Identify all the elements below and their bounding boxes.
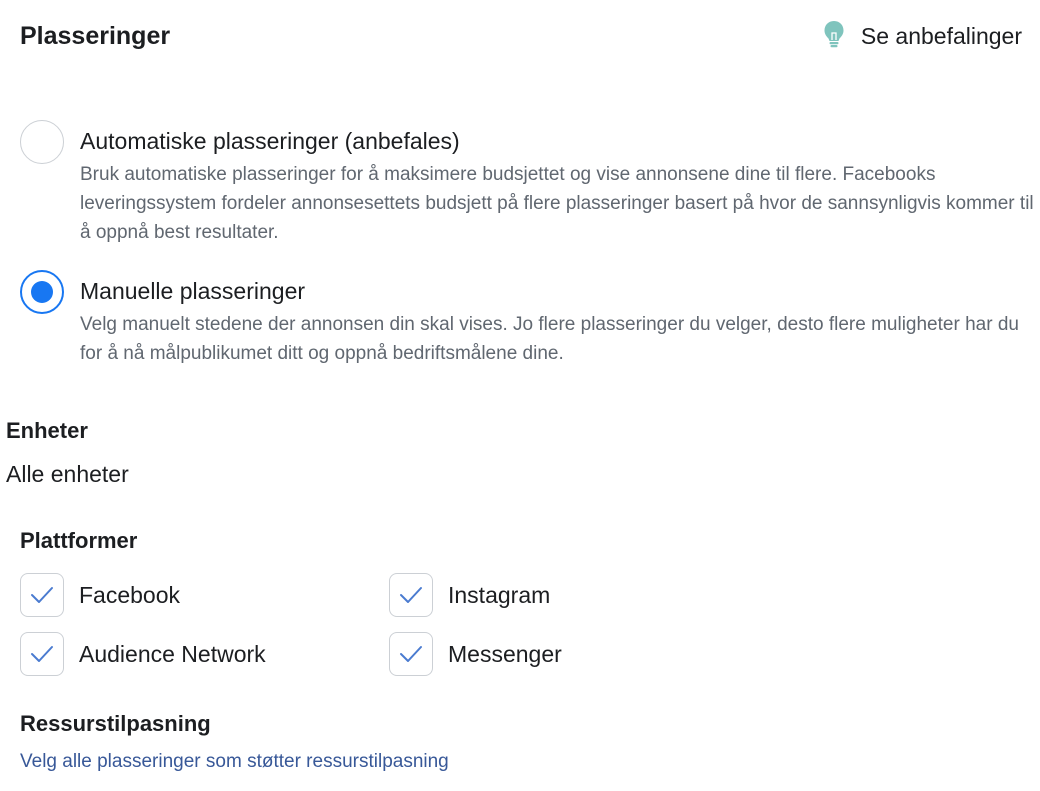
platform-instagram-checkbox[interactable]	[389, 573, 550, 617]
lightbulb-icon	[823, 20, 845, 53]
platform-messenger-label: Messenger	[448, 640, 562, 667]
manual-placements-title: Manuelle plasseringer	[80, 278, 306, 304]
platform-facebook-checkbox[interactable]	[20, 573, 180, 617]
checkbox-box[interactable]	[389, 632, 433, 676]
select-asset-customization-placements-link[interactable]: Velg alle plasseringer som støtter ressurstilpasning	[20, 751, 449, 772]
manual-placements-radio[interactable]	[20, 270, 64, 314]
automatic-placements-title: Automatiske plasseringer (anbefales)	[80, 128, 460, 154]
checkmark-icon	[399, 645, 423, 663]
automatic-placements-radio[interactable]	[20, 120, 64, 164]
platform-audience-network-label: Audience Network	[79, 640, 266, 667]
see-recommendations-label: Se anbefalinger	[860, 22, 1022, 49]
manual-placements-description: Velg manuelt stedene der annonsen din skal vises. Jo flere plasseringer du velger, desto flere muligheter har du for å nå målpublikumet ditt og oppnå bedriftsmålene dine.	[80, 314, 1019, 364]
platform-audience-network-checkbox[interactable]	[20, 632, 266, 676]
checkbox-box[interactable]	[20, 632, 64, 676]
automatic-placements-description: Bruk automatiske plasseringer for å maksimere budsjettet og vise annonsene dine til flere. Facebooks leveringssystem fordeler annonsesettets budsjett på flere plasseringer basert på hvor de sannsynligvis kommer til å oppnå best resultater.	[80, 164, 1034, 243]
radio-selected-dot	[31, 281, 53, 303]
see-recommendations-button[interactable]	[823, 20, 1022, 53]
page-title: Plasseringer	[20, 21, 171, 50]
platforms-heading: Plattformer	[20, 528, 138, 553]
checkmark-icon	[30, 645, 54, 663]
platform-instagram-label: Instagram	[448, 581, 551, 608]
automatic-placements-option[interactable]	[20, 120, 1040, 247]
section-header	[20, 18, 1022, 54]
checkbox-box[interactable]	[20, 573, 64, 617]
manual-placements-option[interactable]	[20, 270, 1040, 368]
checkmark-icon	[30, 586, 54, 604]
checkmark-icon	[399, 586, 423, 604]
checkbox-box[interactable]	[389, 573, 433, 617]
platform-messenger-checkbox[interactable]	[389, 632, 562, 676]
asset-customization-heading: Ressurstilpasning	[20, 711, 211, 736]
devices-heading: Enheter	[6, 418, 88, 443]
platform-facebook-label: Facebook	[79, 581, 181, 608]
devices-value: Alle enheter	[6, 461, 129, 487]
